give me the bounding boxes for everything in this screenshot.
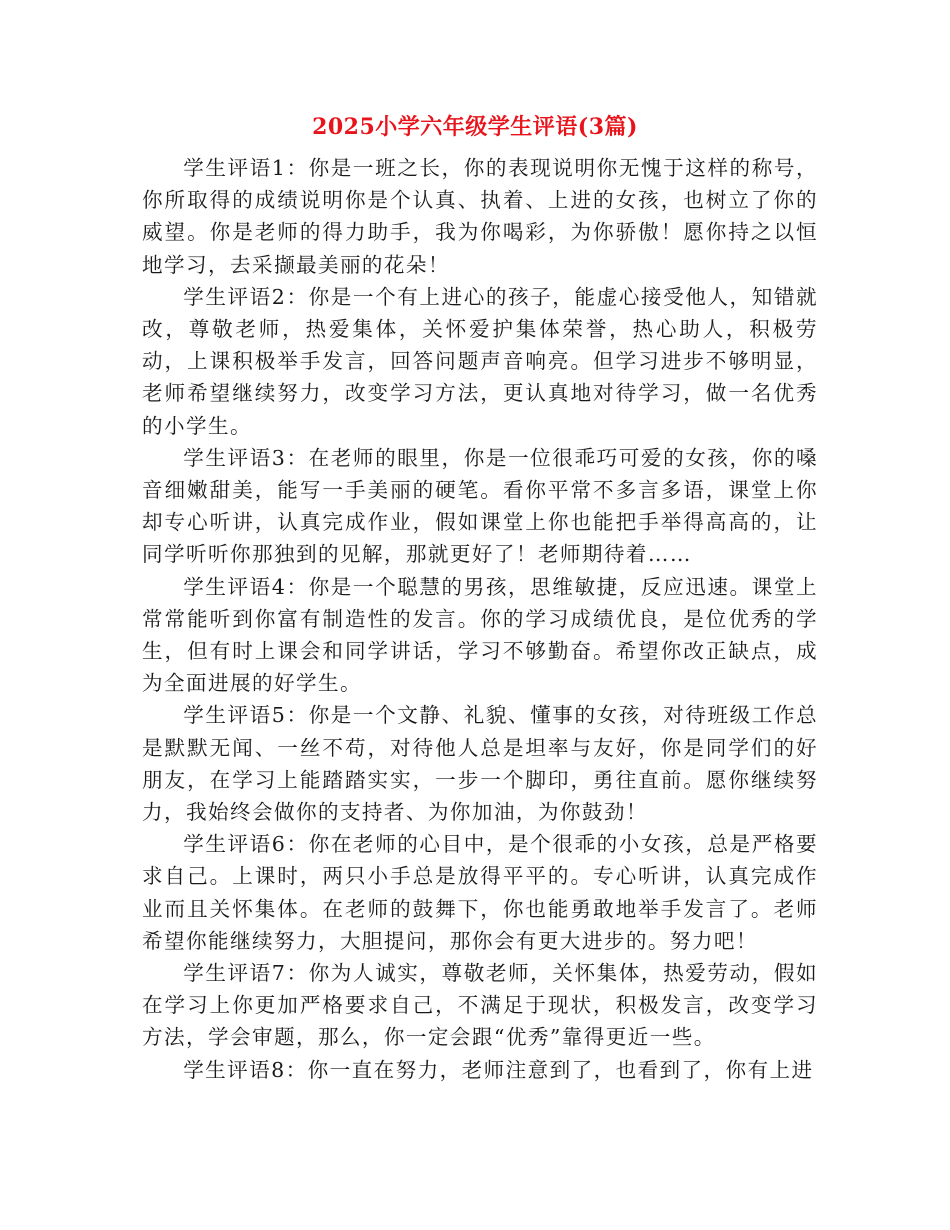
comment-paragraph-2: 学生评语2：你是一个有上进心的孩子，能虚心接受他人，知错就改，尊敬老师，热爱集体，关怀爱护集体荣誉，热心助人，积极劳动，上课积极举手发言，回答问题声音响亮。但学习进步不够明显，老师希望继续努力，改变学习方法，更认真地对待学习，做一名优秀的小学生。: [142, 284, 818, 438]
comment-paragraph-4: 学生评语4：你是一个聪慧的男孩，思维敏捷，反应迅速。课堂上常常能听到你富有制造性的发言。你的学习成绩优良，是位优秀的学生，但有时上课会和同学讲话，学习不够勤奋。希望你改正缺点，成为全面进展的好学生。: [142, 574, 818, 696]
comment-paragraph-3: 学生评语3：在老师的眼里，你是一位很乖巧可爱的女孩，你的嗓音细嫩甜美，能写一手美丽的硬笔。看你平常不多言多语，课堂上你却专心听讲，认真完成作业，假如课堂上你也能把手举得高高的，让同学听听你那独到的见解，那就更好了！老师期待着……: [142, 445, 818, 567]
comment-paragraph-1: 学生评语1：你是一班之长，你的表现说明你无愧于这样的称号，你所取得的成绩说明你是个认真、执着、上进的女孩，也树立了你的威望。你是老师的得力助手，我为你喝彩，为你骄傲！愿你持之以恒地学习，去采撷最美丽的花朵！: [142, 156, 818, 277]
comment-paragraph-5: 学生评语5：你是一个文静、礼貌、懂事的女孩，对待班级工作总是默默无闻、一丝不苟，对待他人总是坦率与友好，你是同学们的好朋友，在学习上能踏踏实实，一步一个脚印，勇往直前。愿你继续努力，我始终会做你的支持者、为你加油，为你鼓劲！: [142, 703, 818, 825]
comment-paragraph-7: 学生评语7：你为人诚实，尊敬老师，关怀集体，热爱劳动，假如在学习上你更加严格要求自己，不满足于现状，积极发言，改变学习方法，学会审题，那么，你一定会跟“优秀”靠得更近一些。: [142, 961, 818, 1050]
comment-paragraph-6: 学生评语6：你在老师的心目中，是个很乖的小女孩，总是严格要求自己。上课时，两只小手总是放得平平的。专心听讲，认真完成作业而且关怀集体。在老师的鼓舞下，你也能勇敢地举手发言了。老师希望你能继续努力，大胆提问，那你会有更大进步的。努力吧！: [142, 832, 818, 953]
document-body: [142, 152, 818, 1086]
comment-paragraph-8: 学生评语8：你一直在努力，老师注意到了，也看到了，你有上进: [183, 1057, 814, 1082]
document-title: 2025小学六年级学生评语(3篇): [312, 114, 638, 140]
